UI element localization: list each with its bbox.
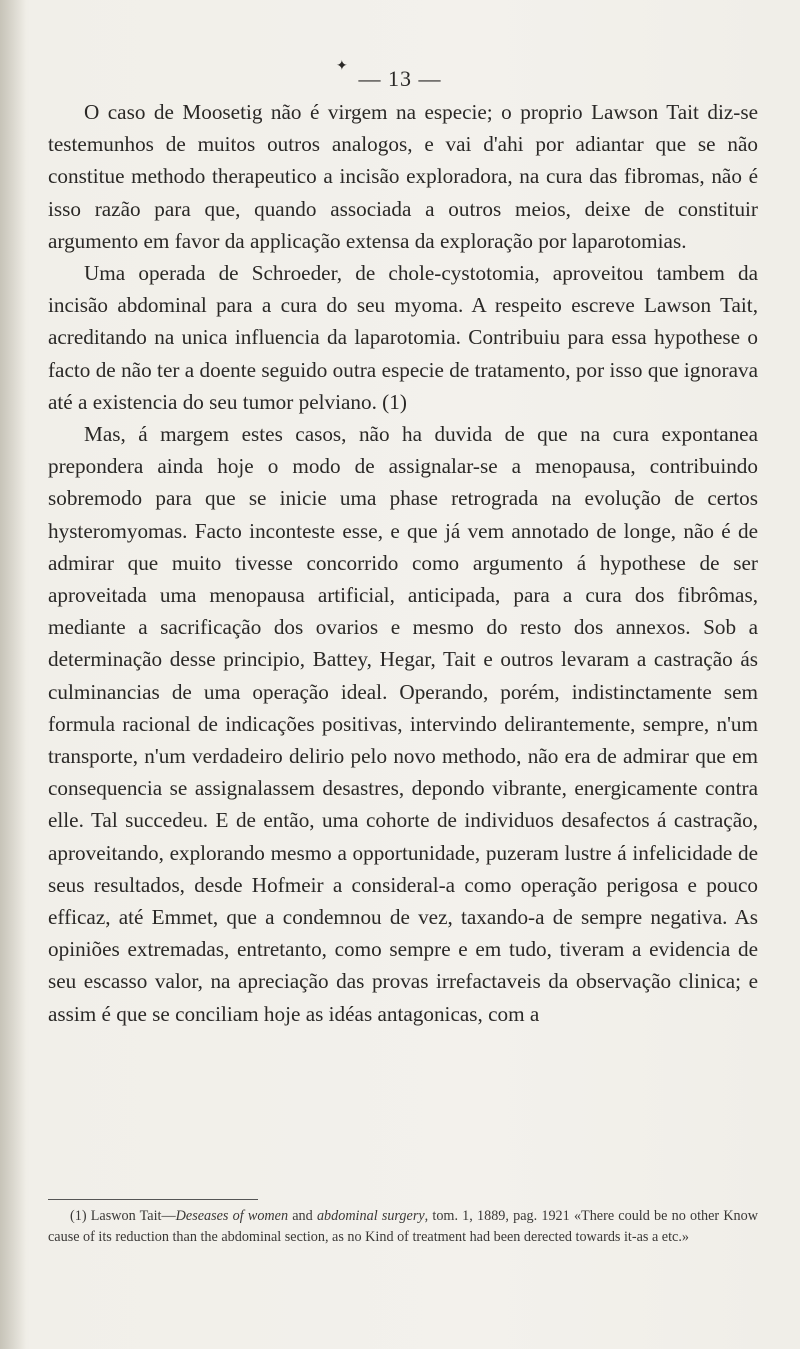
print-mark: ✦ [336,59,348,74]
body-text [48,96,758,1030]
footnote [48,1206,758,1248]
footnote-rule [48,1199,258,1200]
footnote-marker: (1) [70,1208,87,1224]
footnote-author: Laswon Tait— [90,1208,176,1224]
footnote-connector: and [288,1208,317,1224]
footnote-title-2: abdominal surgery [316,1208,425,1224]
footnote-details: , tom. 1, 1889, pag. 1921 [424,1208,570,1224]
footnote-citation [48,1206,758,1248]
footnote-quote: «There could be no other Know cause of its reduction than the abdominal section, as no Kind of treatment had been derected towards it-as a etc.» [48,1208,758,1245]
paragraph-3: Mas, á margem estes casos, não ha duvida de que na cura expontanea prepondera ainda hoje o modo de assignalar-se a menopausa, contribuindo sobremodo para que se inicie uma phase retrograda na evolução de certos hysteromyomas. Facto inconteste esse, e que já vem annotado de longe, não é de admirar que muito tivesse concorrido como argumento á hypothese de ser aproveitada uma menopausa artificial, anticipada, para a cura dos fibrômas, mediante a sacrificação dos ovarios e mesmo do resto dos annexos. Sob a determinação desse principio, Battey, Hegar, Tait e outros levaram a castração ás culminancias de uma operação ideal. Operando, porém, indistinctamente sem formula racional de indicações positivas, intervindo delirantemente, sempre, n'um transporte, n'um verdadeiro delirio pelo novo methodo, não era de admirar que em consequencia se assignalassem desastres, depondo vibrante, energicamente contra elle. Tal succedeu. E de então, uma cohorte de individuos desafectos á castração, aproveitando, explorando mesmo a opportunidade, puzeram lustre á infelicidade de seus resultados, desde Hofmeir a consideral-a como operação perigosa e pouco efficaz, até Emmet, que a condemnou de vez, taxando-a de sempre negativa. As opiniões extremadas, entretanto, como sempre e em tudo, tiveram a evidencia de seu escasso valor, na apreciação das provas irrefactaveis da observação clinica; e assim é que se conciliam hoje as idéas antagonicas, com a [48,422,758,1026]
footnote-title-1: Deseases of women [175,1208,289,1224]
paragraph-1: O caso de Moosetig não é virgem na especie; o proprio Lawson Tait diz-se testemunhos de muitos outros analogos, e vai d'ahi por adiantar que se não constitue methodo therapeutico a incisão exploradora, na cura das fibromas, não é isso razão para que, quando associada a outros meios, deixe de constituir argumento em favor da applicação extensa da exploração por laparotomias. [48,100,758,253]
binding-gutter-shadow [0,0,26,1349]
page-number: — 13 — [358,66,442,91]
paragraph-2: Uma operada de Schroeder, de chole-cystotomia, aproveitou tambem da incisão abdominal para a cura do seu myoma. A respeito escreve Lawson Tait, acreditando na unica influencia da laparotomia. Contribuiu para essa hypothese o facto de não ter a doente seguido outra especie de tratamento, por isso que ignorava até a existencia do seu tumor pelviano. (1) [48,261,758,414]
